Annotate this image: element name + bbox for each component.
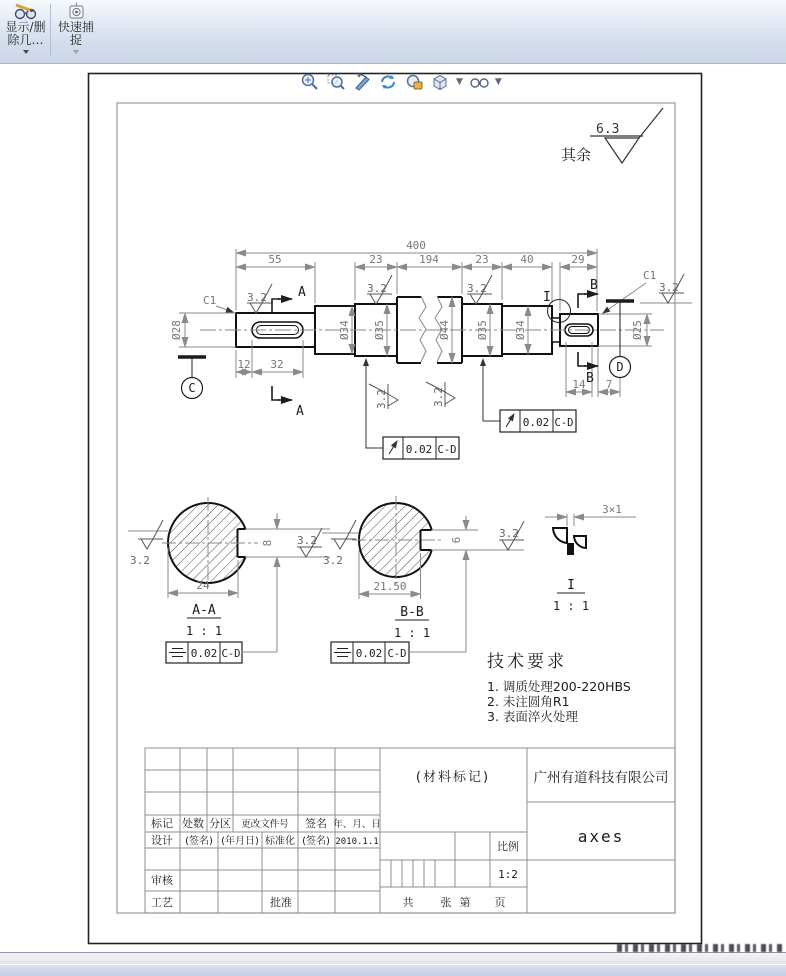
ribbon-button-label: 显示/删 — [5, 20, 46, 34]
tb-design-date: (年月日) — [221, 836, 259, 847]
tb-std-sign: (签名) — [302, 836, 330, 847]
tb-craft: 工艺 — [151, 896, 173, 909]
watermark — [617, 944, 784, 952]
general-roughness-value: 6.3 — [596, 122, 620, 137]
tech-req-item: 1. 调质处理200-220HBS — [487, 679, 631, 694]
dim-8: 8 — [261, 539, 274, 547]
tolerance-datum: C-D — [387, 648, 407, 660]
dim-21-50: 21.50 — [373, 580, 407, 593]
chamfer-c1: C1 — [643, 269, 657, 282]
section-bb-title: B-B — [400, 605, 424, 620]
tolerance-value: 0.02 — [405, 443, 433, 456]
tb-zone: 分区 — [209, 817, 231, 830]
dia-34: Ø34 — [338, 320, 351, 340]
tb-scale-label: 比例 — [497, 840, 519, 853]
tolerance-value: 0.02 — [355, 647, 383, 660]
roughness-value: 3.2 — [247, 291, 267, 304]
tb-sign: 签名 — [305, 817, 327, 830]
dim-194: 194 — [419, 253, 439, 266]
tech-req-item: 3. 表面淬火处理 — [487, 709, 578, 724]
dim-29: 29 — [571, 253, 585, 266]
detail-i-title: I — [567, 578, 575, 593]
dim-400: 400 — [406, 239, 426, 252]
dim-6: 6 — [450, 536, 463, 544]
tb-design-sign: (签名) — [185, 836, 213, 847]
dim-7: 7 — [605, 378, 613, 391]
roughness-value: 3.2 — [467, 282, 487, 295]
zoom-to-fit-icon[interactable] — [300, 72, 320, 92]
dia-34: Ø34 — [514, 320, 527, 340]
section-b-label: B — [586, 371, 594, 386]
roughness-value: 3.2 — [130, 554, 150, 567]
section-bb-scale: 1 : 1 — [393, 626, 431, 640]
tech-req-title: 技术要求 — [487, 652, 567, 672]
tb-date-value: 2010.1.1 — [335, 837, 379, 847]
ribbon-button-label: 捉 — [69, 33, 82, 47]
snap-target-icon — [66, 1, 86, 21]
dia-35: Ø35 — [476, 320, 489, 340]
tb-standardize: 标准化 — [265, 836, 295, 847]
dim-55: 55 — [268, 253, 282, 266]
roughness-value: 3.2 — [297, 534, 317, 547]
display-style-icon[interactable] — [469, 72, 489, 92]
tolerance-datum: C-D — [221, 648, 241, 660]
rotate-view-icon[interactable] — [378, 72, 398, 92]
dia-44: Ø44 — [438, 320, 451, 340]
section-aa-scale: 1 : 1 — [185, 624, 223, 638]
dia-25: Ø25 — [631, 320, 644, 340]
qiyu-label: 其余 — [561, 146, 592, 164]
tb-material: (材料标记) — [415, 770, 491, 785]
tb-audit: 审核 — [151, 874, 173, 887]
chevron-down-icon[interactable] — [23, 50, 29, 54]
chevron-down-icon[interactable] — [73, 50, 79, 54]
ribbon-button-label: 除几… — [7, 33, 44, 47]
detail-i-label: I — [543, 290, 551, 305]
tb-sheet-ye: 页 — [494, 896, 506, 909]
tb-design: 设计 — [151, 834, 173, 847]
glasses-pencil-icon — [13, 1, 39, 21]
chevron-down-icon[interactable]: ▼ — [456, 77, 463, 87]
tb-count: 处数 — [182, 817, 204, 830]
section-a-label: A — [298, 285, 306, 300]
dim-23: 23 — [369, 253, 383, 266]
dim-40: 40 — [520, 253, 534, 266]
chamfer-c1: C1 — [203, 294, 217, 307]
tb-approve: 批准 — [270, 896, 292, 909]
section-aa-title: A-A — [192, 603, 216, 618]
ribbon-separator — [50, 4, 51, 56]
quick-snap-button[interactable] — [54, 1, 98, 59]
roughness-value: 3.2 — [375, 389, 388, 409]
datum-c-label: C — [188, 381, 196, 395]
tech-req-item: 2. 未注圆角R1 — [487, 694, 570, 709]
tb-mark: 标记 — [151, 817, 173, 830]
dia-35: Ø35 — [373, 320, 386, 340]
previous-view-icon[interactable] — [352, 72, 372, 92]
zoom-to-area-icon[interactable] — [326, 72, 346, 92]
dim-24: 24 — [196, 579, 210, 592]
tb-sheet-di: 第 — [459, 896, 471, 909]
dim-32: 32 — [270, 358, 284, 371]
view-heads-up-toolbar — [300, 69, 502, 95]
section-a-label: A — [296, 404, 304, 419]
tb-date: 年、月、日 — [333, 819, 381, 830]
ribbon-button-label: 快速捕 — [57, 20, 94, 34]
section-b-label: B — [590, 278, 598, 293]
roughness-value: 3.2 — [367, 282, 387, 295]
chevron-down-icon[interactable]: ▼ — [494, 77, 502, 87]
status-bar — [0, 952, 786, 964]
datum-d-label: D — [616, 360, 624, 374]
tb-doc-no: 更改文件号 — [241, 819, 289, 830]
dim-23: 23 — [475, 253, 489, 266]
tb-sheet-zhang: 张 — [440, 896, 452, 909]
ribbon-toolbar — [0, 0, 786, 64]
dim-3x1: 3×1 — [602, 503, 622, 516]
taskbar-strip — [0, 964, 786, 976]
dia-28: Ø28 — [170, 320, 183, 340]
display-delete-relations-button[interactable] — [2, 1, 49, 59]
dim-12: 12 — [237, 358, 251, 371]
detail-i-scale: 1 : 1 — [552, 599, 590, 613]
tb-company: 广州有道科技有限公司 — [533, 770, 669, 786]
tolerance-value: 0.02 — [522, 416, 550, 429]
tb-part-name: axes — [577, 827, 625, 846]
roughness-value: 3.2 — [432, 387, 445, 407]
tolerance-datum: C-D — [437, 444, 457, 456]
tb-scale-value: 1:2 — [498, 868, 518, 881]
dim-14: 14 — [572, 378, 586, 391]
pan-icon[interactable] — [404, 72, 424, 92]
tolerance-datum: C-D — [554, 417, 574, 429]
roughness-value: 3.2 — [499, 527, 519, 540]
tolerance-value: 0.02 — [190, 647, 218, 660]
tb-sheet-total: 共 — [402, 896, 414, 909]
roughness-value: 3.2 — [659, 281, 679, 294]
roughness-value: 3.2 — [323, 554, 343, 567]
view-orientation-icon[interactable] — [430, 72, 450, 92]
